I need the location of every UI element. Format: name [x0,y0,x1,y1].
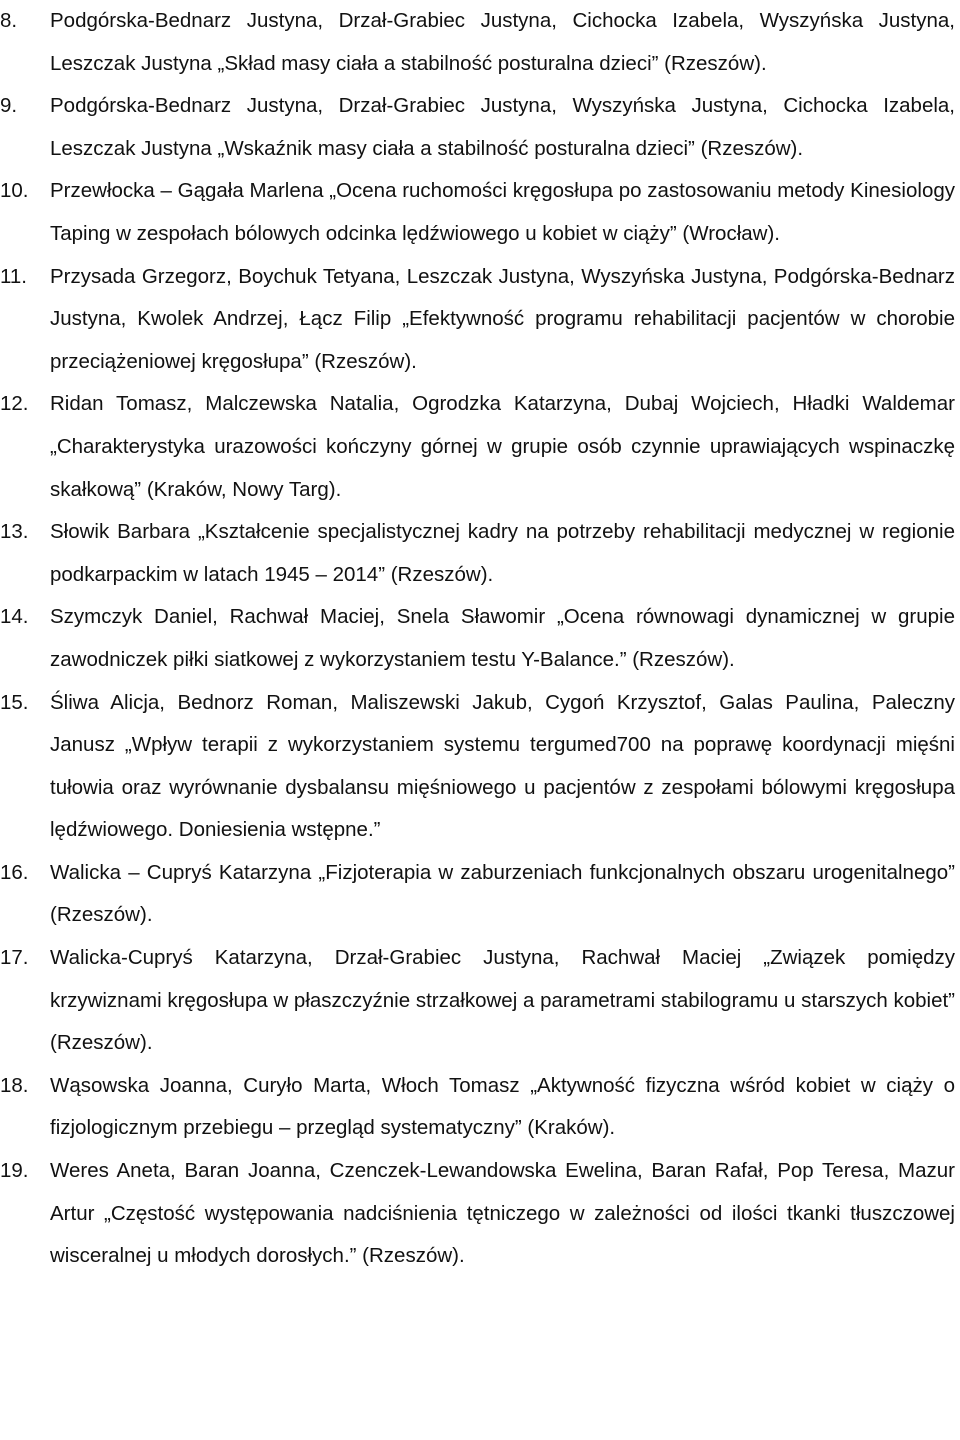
reference-item [0,852,955,937]
reference-number: 9. [0,94,18,118]
reference-number: 10. [0,179,29,203]
reference-item [0,511,955,596]
reference-text: Wąsowska Joanna, Curyło Marta, Włoch Tomasz „Aktywność fizyczna wśród kobiet w ciąży o fizjologicznym przebiegu – przegląd systematyczny” (Kraków). [50,1073,955,1140]
reference-text: Walicka-Cupryś Katarzyna, Drzał-Grabiec Justyna, Rachwał Maciej „Związek pomiędzy krzywiznami kręgosłupa w płaszczyźnie strzałkowej a parametrami stabilogramu u starszych kobiet” (Rzeszów). [50,946,955,1055]
reference-item [0,0,955,85]
reference-number: 19. [0,1159,29,1183]
reference-item [0,1065,955,1150]
reference-text: Przysada Grzegorz, Boychuk Tetyana, Leszczak Justyna, Wyszyńska Justyna, Podgórska-Bednarz Justyna, Kwolek Andrzej, Łącz Filip „Efektywność programu rehabilitacji pacjentów w chorobie przeciążeniowej kręgosłupa” (Rzeszów). [50,264,955,373]
reference-number: 11. [0,264,27,288]
reference-number: 15. [0,690,29,714]
reference-item [0,596,955,681]
reference-number: 16. [0,860,29,884]
reference-number: 13. [0,520,29,544]
reference-item [0,937,955,1065]
reference-text: Śliwa Alicja, Bednorz Roman, Maliszewski Jakub, Cygoń Krzysztof, Galas Paulina, Paleczny Janusz „Wpływ terapii z wykorzystaniem systemu tergumed700 na poprawę koordynacji mięśni tułowia oraz wyrównanie dysbalansu mięśniowego u pacjentów z zespołami bólowymi kręgosłupa lędźwiowego. Doniesienia wstępne.” [50,690,955,842]
reference-number: 18. [0,1073,29,1097]
reference-number: 12. [0,392,29,416]
reference-item [0,1150,955,1278]
reference-text: Podgórska-Bednarz Justyna, Drzał-Grabiec Justyna, Cichocka Izabela, Wyszyńska Justyna, Leszczak Justyna „Skład masy ciała a stabilność posturalna dzieci” (Rzeszów). [50,9,955,75]
reference-number: 8. [0,9,18,32]
reference-item [0,383,955,511]
reference-text: Słowik Barbara „Kształcenie specjalistycznej kadry na potrzeby rehabilitacji medycznej w regionie podkarpackim w latach 1945 – 2014” (Rzeszów). [50,520,955,586]
reference-number: 14. [0,605,29,629]
reference-item [0,256,955,384]
reference-item [0,682,955,852]
reference-item [0,170,955,255]
reference-number: 17. [0,946,29,970]
reference-text: Przewłocka – Gągała Marlena „Ocena ruchomości kręgosłupa po zastosowaniu metody Kinesiology Taping w zespołach bólowych odcinka lędźwiowego u kobiet w ciąży” (Wrocław). [50,179,955,245]
reference-text: Weres Aneta, Baran Joanna, Czenczek-Lewandowska Ewelina, Baran Rafał, Pop Teresa, Mazur Artur „Częstość występowania nadciśnienia tętniczego w zależności od ilości tkanki tłuszczowej wisceralnej u młodych dorosłych.” (Rzeszów). [50,1159,955,1268]
reference-item [0,85,955,170]
reference-text: Ridan Tomasz, Malczewska Natalia, Ogrodzka Katarzyna, Dubaj Wojciech, Hładki Waldemar „Charakterystyka urazowości kończyny górnej w grupie osób czynnie uprawiających wspinaczkę skałkową” (Kraków, Nowy Targ). [50,392,955,501]
reference-text: Walicka – Cupryś Katarzyna „Fizjoterapia w zaburzeniach funkcjonalnych obszaru urogenitalnego” (Rzeszów). [50,860,955,927]
reference-text: Podgórska-Bednarz Justyna, Drzał-Grabiec Justyna, Wyszyńska Justyna, Cichocka Izabela, Leszczak Justyna „Wskaźnik masy ciała a stabilność posturalna dzieci” (Rzeszów). [50,94,955,160]
reference-text: Szymczyk Daniel, Rachwał Maciej, Snela Sławomir „Ocena równowagi dynamicznej w grupie zawodniczek piłki siatkowej z wykorzystaniem testu Y-Balance.” (Rzeszów). [50,605,955,671]
